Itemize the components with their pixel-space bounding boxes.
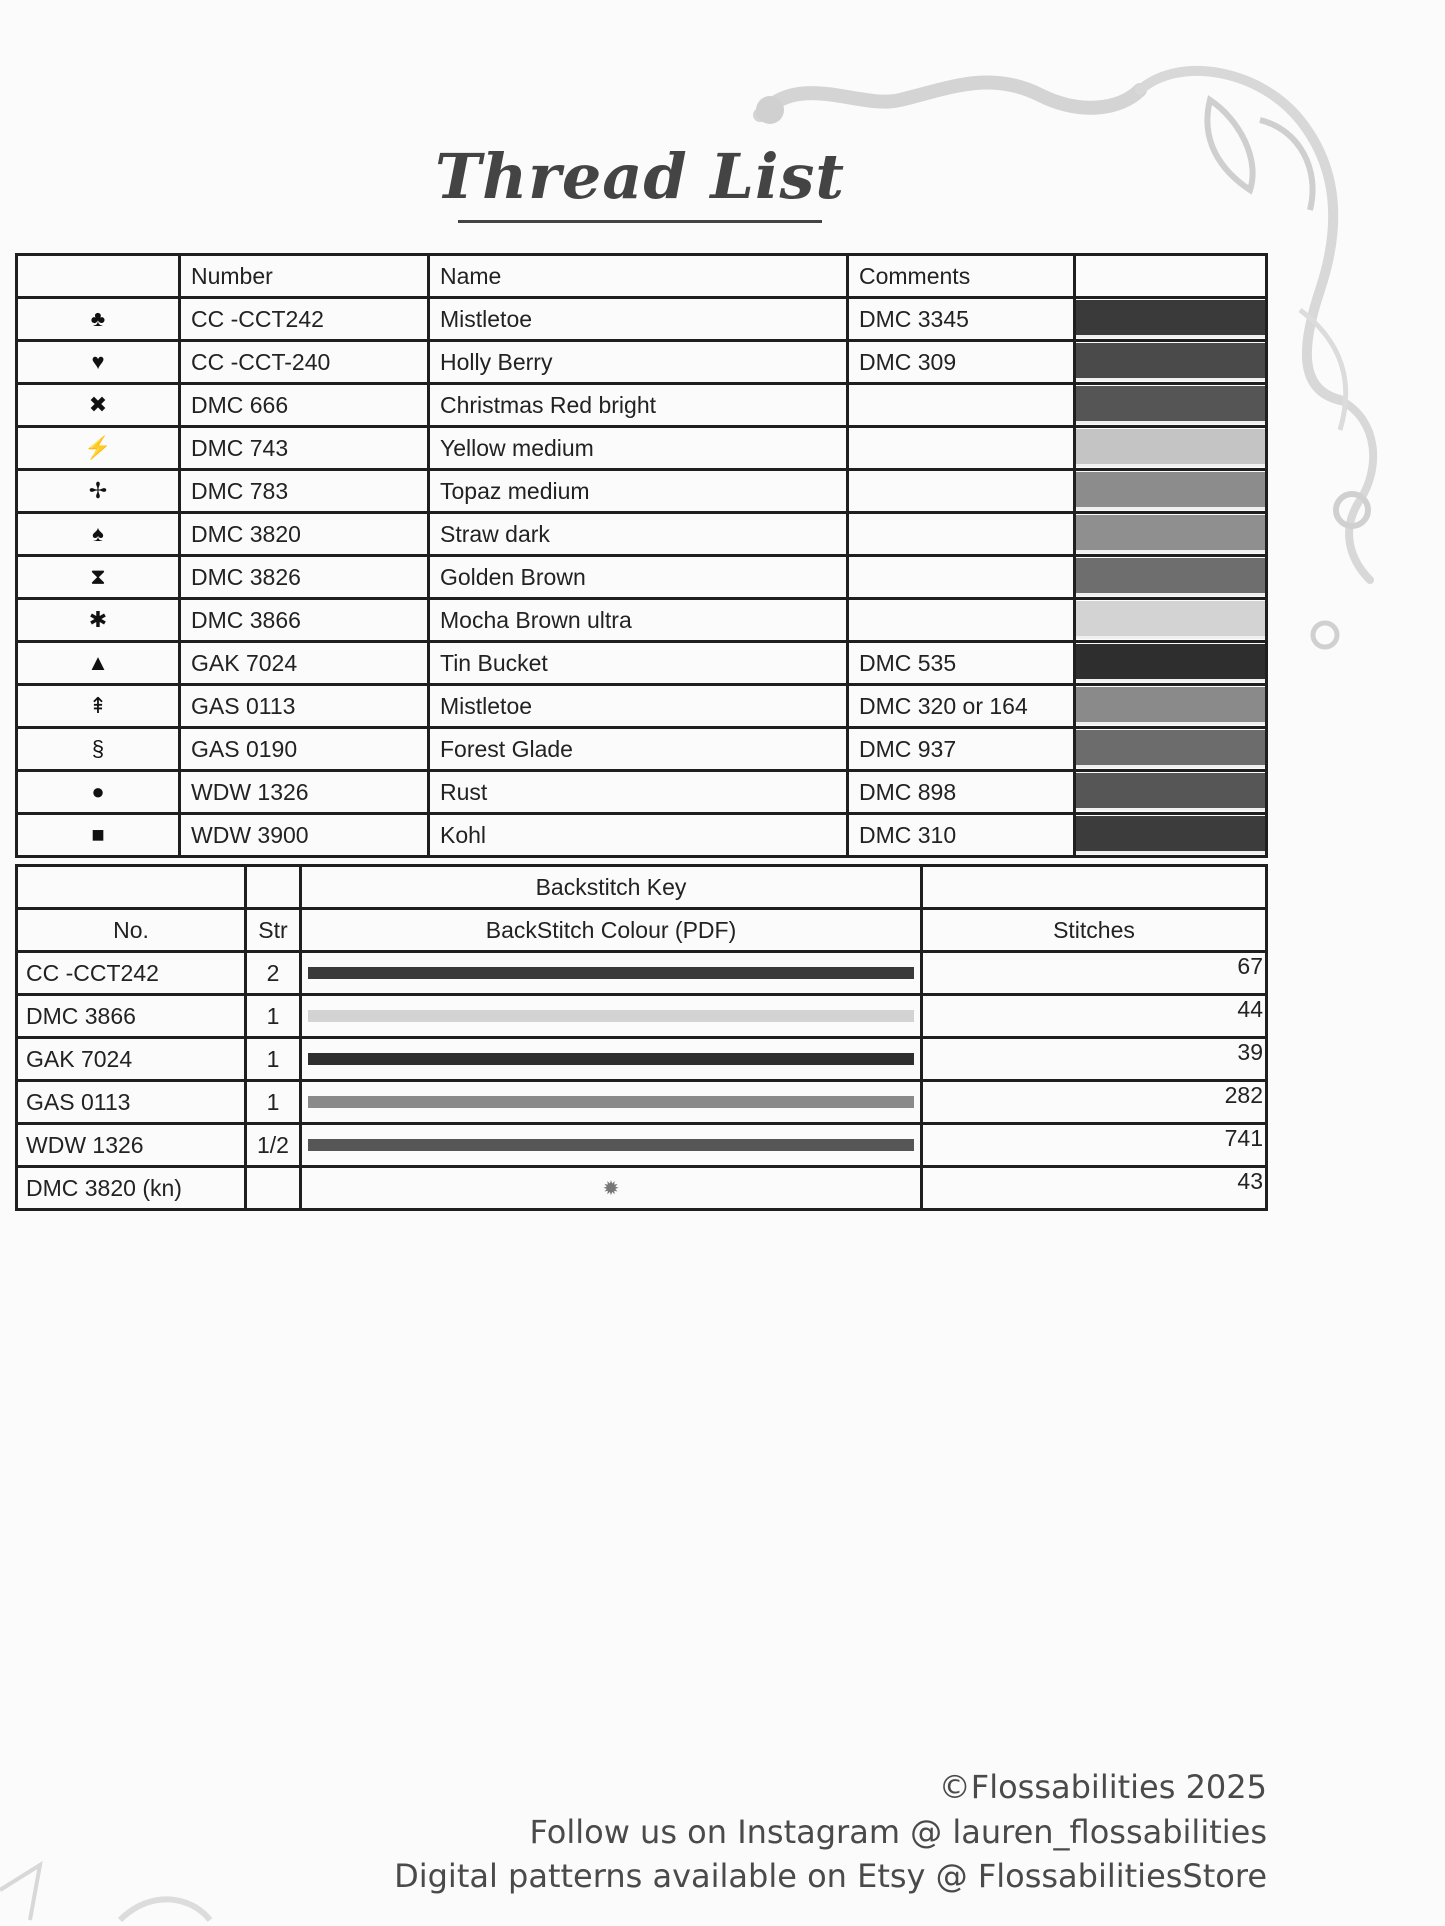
backstitch-row [17, 1167, 1267, 1210]
backstitch-strands: 1/2 [246, 1124, 301, 1167]
backstitch-stitches: 741 [922, 1124, 1267, 1167]
backstitch-row [17, 1081, 1267, 1124]
color-swatch [1076, 386, 1265, 424]
backstitch-no: DMC 3866 [17, 995, 246, 1038]
french-knot-icon: ✹ [602, 1177, 620, 1200]
backstitch-colour-cell [301, 995, 922, 1038]
backstitch-no: GAK 7024 [17, 1038, 246, 1081]
color-swatch [1076, 558, 1265, 596]
thread-color-cell [1075, 599, 1267, 642]
color-swatch [1076, 601, 1265, 639]
thread-row [17, 384, 1267, 427]
thread-row [17, 599, 1267, 642]
thread-name: Christmas Red bright [429, 384, 848, 427]
thread-row [17, 728, 1267, 771]
thread-color-cell [1075, 728, 1267, 771]
backstitch-stitches: 67 [922, 952, 1267, 995]
backstitch-row [17, 952, 1267, 995]
color-swatch [1076, 730, 1265, 768]
thread-symbol: ✖ [17, 384, 180, 427]
backstitch-no: WDW 1326 [17, 1124, 246, 1167]
backstitch-colour-cell [301, 952, 922, 995]
empty-cell [17, 866, 246, 909]
thread-list-table [15, 253, 1268, 858]
color-swatch [1076, 816, 1265, 854]
header-name: Name [429, 255, 848, 298]
thread-number: DMC 3826 [180, 556, 429, 599]
thread-comments [848, 384, 1075, 427]
thread-name: Mocha Brown ultra [429, 599, 848, 642]
thread-name: Mistletoe [429, 685, 848, 728]
color-swatch [1076, 687, 1265, 725]
thread-color-cell [1075, 771, 1267, 814]
thread-number: GAS 0190 [180, 728, 429, 771]
thread-number: DMC 3820 [180, 513, 429, 556]
thread-row [17, 642, 1267, 685]
thread-color-cell [1075, 642, 1267, 685]
backstitch-line [308, 1053, 914, 1065]
header-no: No. [17, 909, 246, 952]
backstitch-row [17, 995, 1267, 1038]
footer-copyright: ©Flossabilities 2025 [938, 1768, 1267, 1806]
header-backstitch-colour: BackStitch Colour (PDF) [301, 909, 922, 952]
thread-symbol: ▲ [17, 642, 180, 685]
thread-symbol: ■ [17, 814, 180, 857]
thread-comments [848, 556, 1075, 599]
thread-comments: DMC 3345 [848, 298, 1075, 341]
header-number: Number [180, 255, 429, 298]
backstitch-title-row [17, 866, 1267, 909]
backstitch-row [17, 1038, 1267, 1081]
thread-name: Straw dark [429, 513, 848, 556]
header-color [1075, 255, 1267, 298]
color-swatch [1076, 773, 1265, 811]
backstitch-strands: 2 [246, 952, 301, 995]
thread-name: Tin Bucket [429, 642, 848, 685]
thread-color-cell [1075, 384, 1267, 427]
thread-name: Topaz medium [429, 470, 848, 513]
color-swatch [1076, 429, 1265, 467]
thread-comments: DMC 320 or 164 [848, 685, 1075, 728]
thread-number: WDW 3900 [180, 814, 429, 857]
thread-color-cell [1075, 341, 1267, 384]
backstitch-stitches: 282 [922, 1081, 1267, 1124]
backstitch-strands [246, 1167, 301, 1210]
thread-row [17, 341, 1267, 384]
thread-number: DMC 783 [180, 470, 429, 513]
footer-instagram: Follow us on Instagram @ lauren_flossabilities [529, 1813, 1267, 1851]
color-swatch [1076, 300, 1265, 338]
thread-symbol: ♣ [17, 298, 180, 341]
thread-color-cell [1075, 685, 1267, 728]
backstitch-line [308, 1139, 914, 1151]
empty-cell [246, 866, 301, 909]
header-symbol [17, 255, 180, 298]
header-stitches: Stitches [922, 909, 1267, 952]
thread-color-cell [1075, 814, 1267, 857]
thread-number: DMC 3866 [180, 599, 429, 642]
thread-color-cell [1075, 298, 1267, 341]
backstitch-colour-cell [301, 1124, 922, 1167]
thread-row [17, 556, 1267, 599]
thread-color-cell [1075, 470, 1267, 513]
thread-symbol: § [17, 728, 180, 771]
backstitch-line [308, 1010, 914, 1022]
thread-comments [848, 470, 1075, 513]
thread-name: Kohl [429, 814, 848, 857]
thread-comments [848, 427, 1075, 470]
header-str: Str [246, 909, 301, 952]
french-knot-cell [301, 1167, 922, 1210]
footer-etsy: Digital patterns available on Etsy @ FlossabilitiesStore [394, 1857, 1267, 1895]
backstitch-no: GAS 0113 [17, 1081, 246, 1124]
thread-symbol: ● [17, 771, 180, 814]
title-underline [458, 220, 822, 223]
decorative-flourish-bottom [0, 1850, 260, 1926]
thread-row [17, 771, 1267, 814]
backstitch-row [17, 1124, 1267, 1167]
header-comments: Comments [848, 255, 1075, 298]
thread-name: Forest Glade [429, 728, 848, 771]
thread-comments: DMC 937 [848, 728, 1075, 771]
backstitch-header-row [17, 909, 1267, 952]
backstitch-stitches: 44 [922, 995, 1267, 1038]
thread-row [17, 814, 1267, 857]
backstitch-colour-cell [301, 1038, 922, 1081]
backstitch-strands: 1 [246, 1081, 301, 1124]
thread-symbol: ⚡ [17, 427, 180, 470]
backstitch-strands: 1 [246, 995, 301, 1038]
backstitch-stitches: 39 [922, 1038, 1267, 1081]
thread-color-cell [1075, 556, 1267, 599]
thread-name: Rust [429, 771, 848, 814]
thread-symbol: ⧗ [17, 556, 180, 599]
backstitch-key-table [15, 864, 1268, 1211]
thread-comments: DMC 898 [848, 771, 1075, 814]
thread-table-header [17, 255, 1267, 298]
thread-number: CC -CCT242 [180, 298, 429, 341]
color-swatch [1076, 472, 1265, 510]
thread-comments [848, 599, 1075, 642]
thread-row [17, 685, 1267, 728]
thread-row [17, 427, 1267, 470]
thread-number: GAK 7024 [180, 642, 429, 685]
thread-number: DMC 743 [180, 427, 429, 470]
color-swatch [1076, 515, 1265, 553]
thread-row [17, 298, 1267, 341]
thread-number: DMC 666 [180, 384, 429, 427]
backstitch-colour-cell [301, 1081, 922, 1124]
empty-cell [922, 866, 1267, 909]
thread-symbol: ⇞ [17, 685, 180, 728]
backstitch-line [308, 967, 914, 979]
thread-name: Holly Berry [429, 341, 848, 384]
thread-number: WDW 1326 [180, 771, 429, 814]
thread-symbol: ✱ [17, 599, 180, 642]
thread-symbol: ♥ [17, 341, 180, 384]
thread-symbol: ✢ [17, 470, 180, 513]
backstitch-no: CC -CCT242 [17, 952, 246, 995]
thread-comments: DMC 535 [848, 642, 1075, 685]
thread-comments: DMC 309 [848, 341, 1075, 384]
thread-number: GAS 0113 [180, 685, 429, 728]
backstitch-no: DMC 3820 (kn) [17, 1167, 246, 1210]
thread-name: Golden Brown [429, 556, 848, 599]
thread-row [17, 513, 1267, 556]
thread-symbol: ♠ [17, 513, 180, 556]
thread-row [17, 470, 1267, 513]
thread-color-cell [1075, 513, 1267, 556]
thread-number: CC -CCT-240 [180, 341, 429, 384]
backstitch-line [308, 1096, 914, 1108]
thread-comments [848, 513, 1075, 556]
backstitch-key-title: Backstitch Key [301, 866, 922, 909]
backstitch-strands: 1 [246, 1038, 301, 1081]
color-swatch [1076, 343, 1265, 381]
thread-comments: DMC 310 [848, 814, 1075, 857]
backstitch-stitches: 43 [922, 1167, 1267, 1210]
page-title: Thread List [434, 140, 846, 213]
thread-color-cell [1075, 427, 1267, 470]
thread-name: Mistletoe [429, 298, 848, 341]
color-swatch [1076, 644, 1265, 682]
thread-name: Yellow medium [429, 427, 848, 470]
